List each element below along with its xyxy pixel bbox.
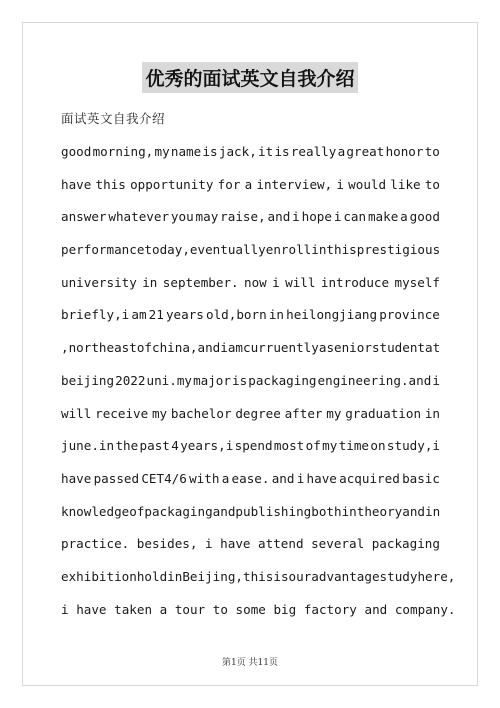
body-word: to (424, 176, 440, 192)
body-word: hope (301, 209, 332, 225)
body-word: now (244, 274, 267, 290)
body-word: taken (114, 601, 153, 617)
body-word: packaging (371, 536, 440, 552)
body-line (61, 240, 440, 273)
body-word: great (346, 144, 385, 159)
body-word: my (154, 144, 170, 159)
body-word: good (409, 209, 440, 225)
body-word: i (296, 470, 305, 486)
body-word: good (61, 144, 92, 159)
body-word: september. (162, 274, 239, 290)
body-word: time (338, 438, 370, 454)
body-line (61, 436, 440, 469)
body-word: in (424, 405, 440, 421)
body-word: most (273, 438, 305, 454)
body-word: a (159, 601, 168, 617)
body-word: besides, (136, 536, 198, 552)
body-word: would (348, 176, 387, 192)
body-word: have (61, 176, 92, 192)
body-word: major (193, 372, 231, 388)
body-word: i (336, 176, 344, 192)
body-word: old,born (206, 307, 267, 323)
body-word: i (61, 601, 69, 617)
body-word: in (268, 307, 284, 323)
body-word: spend (234, 438, 273, 454)
body-word: study (379, 568, 418, 584)
document-subtitle: 面试英文自我介绍 (61, 111, 166, 126)
body-word: prestigious (356, 242, 441, 258)
body-word: acquired (339, 470, 400, 486)
body-word: in (341, 503, 357, 519)
body-word: at (425, 340, 441, 356)
body-word: is (232, 372, 248, 388)
body-word: interview, (256, 176, 333, 192)
body-word: today, (144, 242, 190, 258)
body-word: knowledge (61, 503, 130, 519)
body-word: Beijing, (182, 568, 244, 584)
body-word: several (311, 536, 365, 552)
body-word: exhibition (61, 568, 137, 584)
body-word: it (258, 144, 274, 159)
body-word: some (235, 601, 266, 617)
body-word: of (136, 340, 152, 356)
body-word: student (371, 340, 426, 356)
body-word: packaging (144, 503, 213, 519)
body-line (61, 502, 440, 535)
body-word: june.in (61, 438, 115, 454)
body-word: i (292, 209, 300, 225)
body-word: engineering.and (317, 372, 432, 388)
body-word: university (61, 274, 137, 290)
document-title: 优秀的面试英文自我介绍 (142, 62, 357, 93)
body-word: briefly,i (61, 307, 130, 323)
body-word: degree (235, 405, 281, 421)
body-word: and (267, 209, 291, 225)
body-word: a (337, 144, 346, 159)
body-word: opportunity (130, 176, 214, 192)
body-line (61, 175, 440, 208)
body-word: will (61, 405, 92, 421)
body-word: is (274, 144, 290, 159)
body-word: uni.my (146, 372, 193, 388)
body-word: and (212, 503, 236, 519)
body-word: have (220, 536, 251, 552)
body-word: a (318, 340, 327, 356)
body-line (61, 469, 440, 502)
body-word: i (333, 209, 342, 225)
body-word: heilongjiang (286, 307, 378, 323)
body-line (61, 600, 456, 633)
body-word: performance (61, 242, 145, 258)
body-word: i (220, 340, 228, 356)
body-word: 21 (148, 307, 164, 323)
body-word: really (290, 144, 337, 159)
body-word: have (306, 470, 337, 486)
body-word: introduce (320, 274, 390, 290)
body-word: 2022 (115, 372, 146, 388)
body-line (61, 338, 440, 371)
body-word: a (400, 209, 408, 225)
body-word: and (402, 503, 426, 519)
body-word: beijing (61, 372, 115, 388)
body-word: am (227, 340, 244, 356)
body-word: china,and (152, 340, 221, 356)
body-line (61, 534, 440, 567)
body-word: i (205, 536, 213, 552)
body-word: passed (93, 470, 140, 486)
body-word: you (170, 209, 194, 225)
body-line (61, 142, 440, 175)
body-word: enroll (265, 242, 312, 258)
body-word: ,northeast (61, 340, 137, 356)
body-word: will (285, 274, 316, 290)
body-word: raise, (220, 209, 266, 225)
body-word: a (244, 176, 253, 192)
body-word: whatever (108, 209, 170, 225)
body-word: my (326, 405, 342, 421)
body-word: tour (174, 601, 206, 617)
body-word: is (273, 568, 289, 584)
body-word: of (129, 503, 145, 519)
body-word: answer (61, 209, 107, 225)
body-word: study,i (386, 438, 440, 454)
body-word: our (288, 568, 312, 584)
body-word: like (390, 176, 421, 192)
body-word: morning, (92, 144, 154, 159)
body-word: hold (136, 568, 168, 584)
body-word: my (322, 438, 338, 454)
body-word: to (212, 601, 228, 617)
body-word: and (364, 601, 388, 617)
body-word: practice. (61, 536, 130, 552)
body-word: graduation (345, 405, 422, 421)
body-word: in (142, 274, 158, 290)
body-word: theory (356, 503, 403, 519)
body-word: on (370, 438, 386, 454)
page-footer: 第1页 共11页 (221, 658, 279, 668)
body-word: after (284, 405, 323, 421)
body-word: name (170, 144, 202, 159)
body-word: factory (303, 601, 357, 617)
body-word: i (272, 274, 280, 290)
body-line (61, 371, 440, 404)
body-word: for (217, 176, 241, 192)
body-word: in (311, 242, 327, 258)
body-word: basic (402, 470, 440, 486)
body-word: packaging (248, 372, 317, 388)
body-word: can (343, 209, 367, 225)
body-word: CET4/6 (141, 470, 187, 486)
body-word: am (131, 307, 147, 323)
body-word: have (76, 601, 107, 617)
body-word: jack, (218, 144, 257, 159)
body-word: curruently (243, 340, 319, 356)
body-word: of (305, 438, 321, 454)
body-word: a (221, 470, 230, 486)
body-word: myself (394, 274, 440, 290)
body-word: this (243, 568, 274, 584)
body-word: honor (385, 144, 424, 159)
body-line (61, 305, 440, 338)
body-word: may (195, 209, 219, 225)
body-word: my (151, 405, 168, 421)
document-title-wrap (0, 62, 500, 93)
body-word: the (115, 438, 139, 454)
body-word: attend (258, 536, 304, 552)
body-word: eventually (189, 242, 266, 258)
body-word: big (273, 601, 297, 617)
body-word: to (424, 144, 440, 159)
body-word: ease. (231, 470, 270, 486)
body-line (61, 273, 440, 306)
body-word: publishing (235, 503, 312, 519)
body-word: bachelor (170, 405, 232, 421)
body-word: in (167, 568, 183, 584)
body-word: this (95, 176, 126, 192)
body-word: years,i (180, 438, 234, 454)
body-word: both (311, 503, 342, 519)
body-word: with (189, 470, 220, 486)
body-word: make (367, 209, 399, 225)
body-word: senior (326, 340, 372, 356)
body-word: company. (394, 601, 456, 617)
body-line (61, 567, 456, 600)
body-word: this (326, 242, 357, 258)
body-line (61, 207, 440, 240)
body-word: 4 (171, 438, 179, 454)
body-word: advantage (311, 568, 380, 584)
body-text (61, 142, 456, 632)
body-word: i (432, 372, 440, 388)
body-word: province (379, 307, 440, 323)
body-word: past (139, 438, 170, 454)
body-word: is (202, 144, 218, 159)
body-word: and (271, 470, 295, 486)
body-word: here, (417, 568, 456, 584)
body-word: in (425, 503, 441, 519)
body-line (61, 404, 440, 437)
body-word: receive (95, 405, 149, 421)
body-word: years (165, 307, 204, 323)
body-word: have (61, 470, 92, 486)
